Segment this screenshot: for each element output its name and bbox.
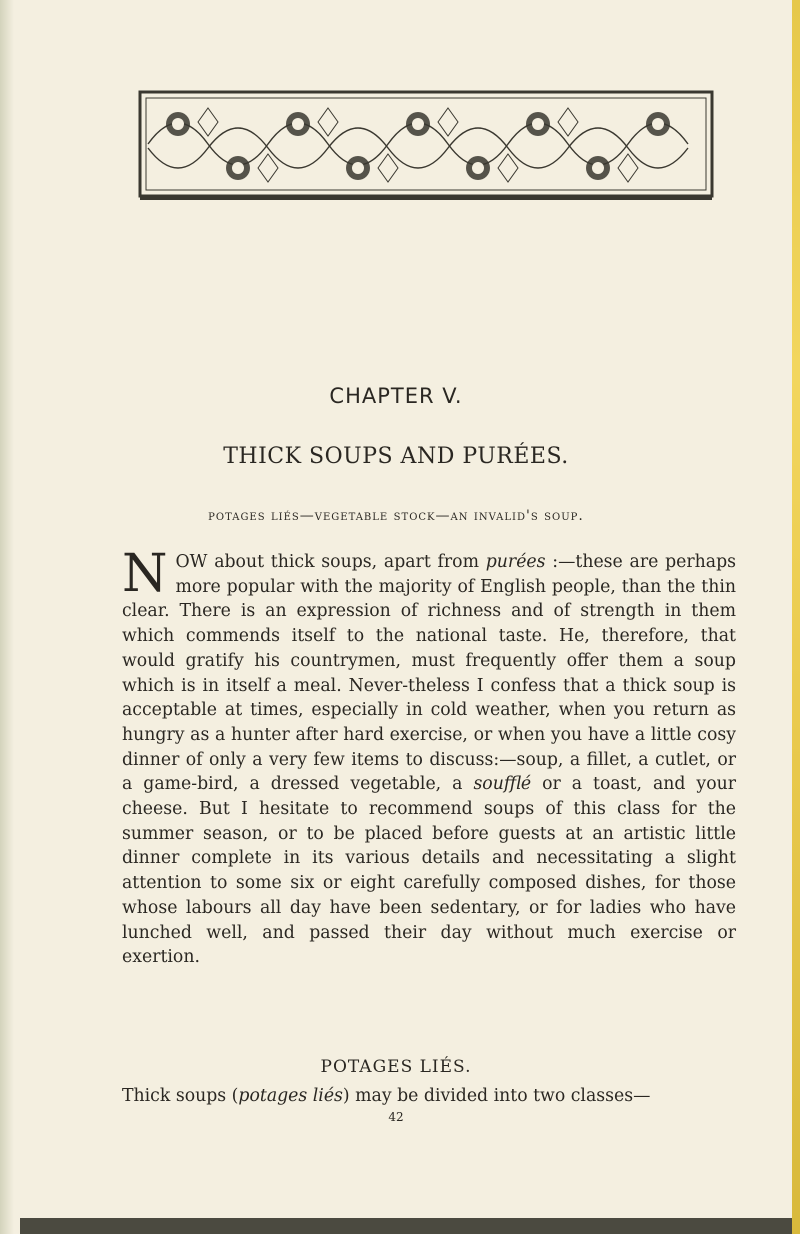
paragraph-text-end: or a toast, and your cheese. But I hesitate to recommend soups of this class for the summer season, or to be placed before guests at an artistic little dinner complete in its various details and necessitating a slight attention to some six or eight carefully composed dishes, for those whose labours all day have been sedentary, or for ladies who have lunched well, and passed their day without much exercise or exertion. (122, 774, 736, 968)
paragraph-text-middle: :—these are perhaps more popular with the majority of English people, than the thin clear. There is an expression of richness and of strength in them which commends itself to the national taste. He, therefore, that would gratify his countrymen, must frequently offer them a soup which is in itself a meal. Never-theless I confess that a thick soup is acceptable at times, especially in cold weather, when you return as hungry as a hunter after hard exercise, or when you have a little cosy dinner of only a very few items to discuss:—soup, a fillet, a cutlet, or a game-bird, a dressed vegetable, a (122, 552, 736, 795)
italic-term-potages-lies: potages liés (238, 1086, 343, 1106)
italic-term-souffle: soufflé (473, 774, 532, 795)
continuation-text-end: ) may be divided into two classes— (342, 1086, 651, 1106)
chapter-label: CHAPTER V. (329, 384, 463, 408)
page-number: 42 (388, 1110, 404, 1124)
paragraph-text-start: OW about thick soups, apart from (175, 552, 486, 572)
bottom-edge-band (20, 1218, 792, 1234)
chapter-subtitle: potages liés—vegetable stock—an invalid's soup. (208, 508, 584, 524)
section-heading: POTAGES LIÉS. (320, 1057, 472, 1077)
gilded-edge (792, 0, 800, 1234)
continuation-line (122, 1084, 742, 1108)
ornamental-header-band (138, 88, 718, 202)
binding-shadow (0, 0, 14, 1234)
body-paragraph (122, 544, 736, 970)
drop-cap: N (122, 544, 168, 604)
italic-term-purees: purées (485, 552, 546, 572)
continuation-text-start: Thick soups ( (122, 1086, 239, 1106)
chapter-title: THICK SOUPS AND PURÉES. (223, 444, 569, 469)
